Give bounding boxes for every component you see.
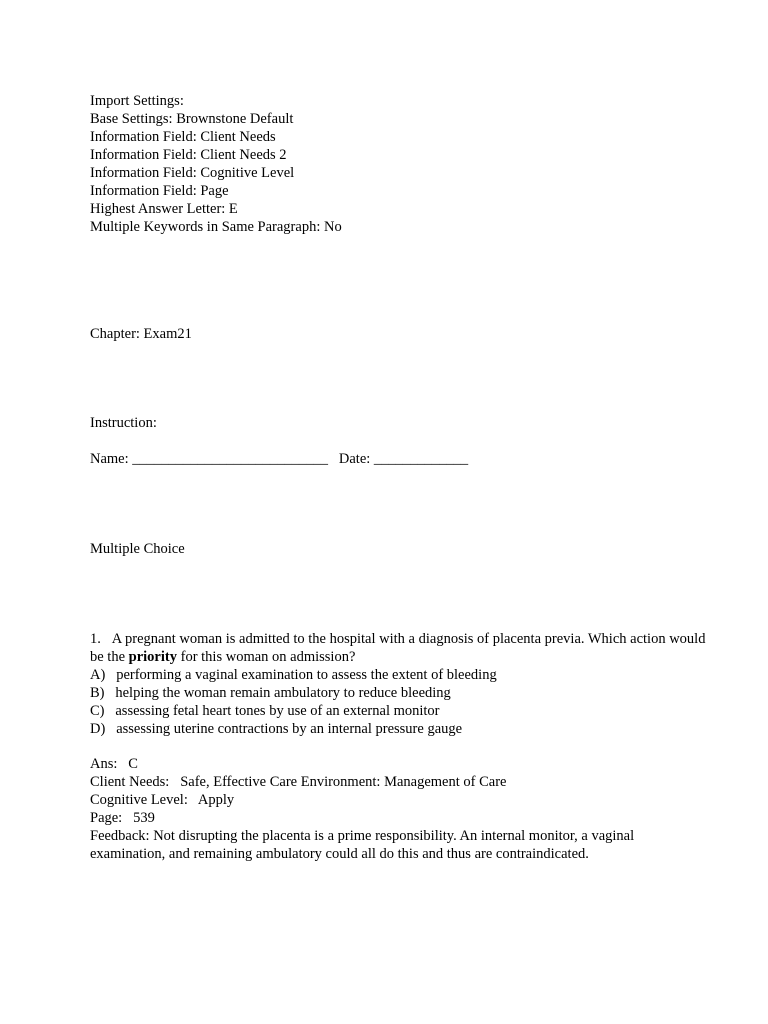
question-text-after: for this woman on admission?: [176, 649, 356, 665]
setting-line: Information Field: Page: [90, 183, 229, 199]
option-text: assessing fetal heart tones by use of an external monitor: [115, 703, 440, 719]
option-letter: A): [90, 667, 106, 683]
client-needs-line: Client Needs: Safe, Effective Care Environment: Management of Care: [90, 774, 507, 790]
option-text: assessing uterine contractions by an internal pressure gauge: [116, 721, 463, 737]
setting-line: Multiple Keywords in Same Paragraph: No: [90, 219, 342, 235]
setting-line: Information Field: Client Needs: [90, 129, 276, 145]
question-text-before: A pregnant woman is admitted to the hospital with a diagnosis of placenta previa. Which action would be the: [90, 631, 706, 665]
question-number: 1.: [90, 631, 101, 647]
question-stem: [90, 630, 710, 666]
document-page: [90, 92, 710, 863]
import-settings-block: [90, 92, 710, 236]
import-settings-heading: Import Settings:: [90, 93, 184, 109]
section-heading: Multiple Choice: [90, 541, 185, 557]
setting-line: Highest Answer Letter: E: [90, 201, 238, 217]
instruction-label: Instruction:: [90, 415, 157, 431]
setting-line: Information Field: Cognitive Level: [90, 165, 295, 181]
feedback-line: Feedback: Not disrupting the placenta is a prime responsibility. An internal monitor, a vaginal examination, and remaining ambulatory could all do this and thus are contraindicated.: [90, 828, 635, 862]
question-block: [90, 630, 710, 738]
option-letter: C): [90, 703, 105, 719]
answer-line: Ans: C: [90, 756, 138, 772]
option-c: [90, 702, 710, 720]
option-d: [90, 720, 710, 738]
setting-line: Information Field: Client Needs 2: [90, 147, 287, 163]
option-letter: D): [90, 721, 106, 737]
option-text: helping the woman remain ambulatory to reduce bleeding: [115, 685, 451, 701]
option-letter: B): [90, 685, 105, 701]
question-text-bold: priority: [128, 649, 177, 665]
option-b: [90, 684, 710, 702]
page-line: Page: 539: [90, 810, 155, 826]
name-date-line: Name: ___________________________ Date: _____________: [90, 451, 469, 467]
chapter-title: Chapter: Exam21: [90, 326, 192, 342]
option-text: performing a vaginal examination to assess the extent of bleeding: [116, 667, 497, 683]
cognitive-level-line: Cognitive Level: Apply: [90, 792, 235, 808]
answer-block: [90, 755, 710, 863]
option-a: [90, 666, 710, 684]
setting-line: Base Settings: Brownstone Default: [90, 111, 294, 127]
